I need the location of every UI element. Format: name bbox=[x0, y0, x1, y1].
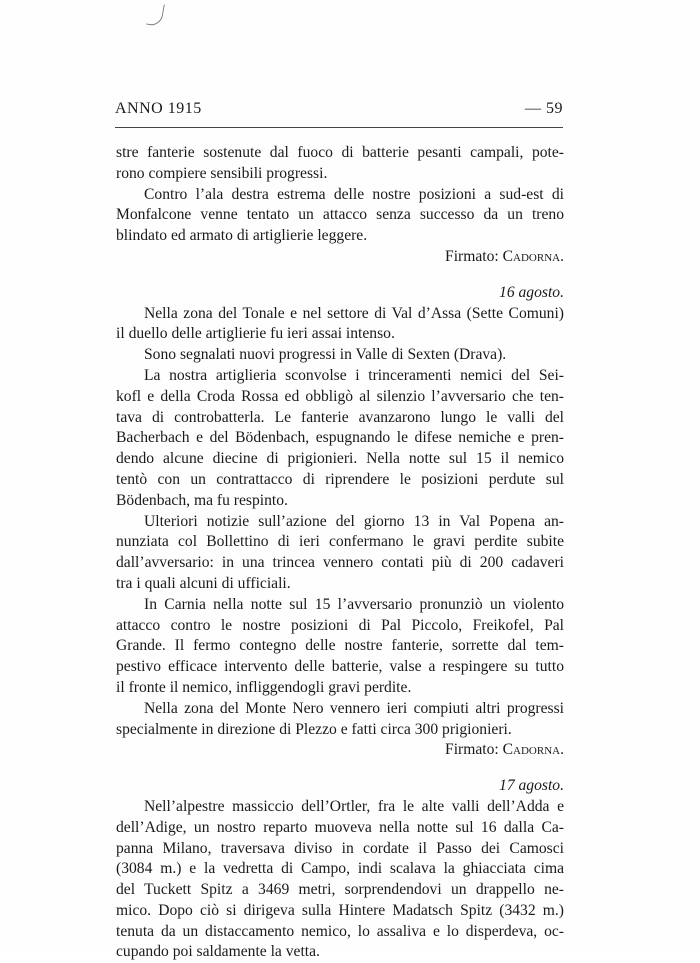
date-heading bbox=[116, 776, 564, 797]
text-line bbox=[116, 491, 564, 512]
text-line bbox=[116, 470, 564, 491]
line-text: La nostra artiglieria sconvolse i trinceramenti nemici del Sei- bbox=[144, 366, 564, 384]
signature-line bbox=[116, 740, 564, 761]
line-text: tentò con un contrattacco di riprendere le posizioni perdute sul bbox=[116, 470, 564, 488]
line-text: Ulteriori notizie sull’azione del giorno 13 in Val Popena an- bbox=[144, 512, 564, 530]
line-text: dell’Adige, un nostro reparto muoveva nella notte sul 16 dalla Ca- bbox=[116, 818, 564, 836]
line-text: panna Milano, traversava diviso in cordate il Passo dei Camosci bbox=[116, 839, 564, 857]
line-text: il fronte il nemico, infliggendogli gravi perdite. bbox=[116, 678, 412, 696]
text-line bbox=[116, 616, 564, 637]
line-text: il duello delle artiglierie fu ieri assai intenso. bbox=[116, 325, 395, 343]
line-text: 17 agosto. bbox=[499, 777, 564, 795]
text-line bbox=[116, 657, 564, 678]
text-line bbox=[116, 143, 564, 164]
text-line bbox=[116, 164, 564, 185]
signatory-name: Cadorna. bbox=[502, 741, 564, 759]
line-text: Contro l’ala destra estrema delle nostre posizioni a sud-est di bbox=[144, 185, 564, 203]
line-text: pestivo efficace intervento delle batterie, valse a respingere su tutto bbox=[116, 658, 564, 676]
text-line bbox=[116, 942, 564, 963]
line-text: stre fanterie sostenute dal fuoco di batterie pesanti campali, pote- bbox=[116, 144, 564, 161]
line-text: Nell’alpestre massiccio dell’Ortler, fra le alte valli dell’Adda e bbox=[144, 797, 564, 815]
line-text: tra i quali alcuni di ufficiali. bbox=[116, 574, 291, 592]
line-text: mico. Dopo ciò si dirigeva sulla Hintere Madatsch Spitz (3432 m.) bbox=[116, 901, 564, 919]
text-line bbox=[116, 226, 564, 247]
text-line bbox=[116, 818, 564, 839]
text-line bbox=[116, 387, 564, 408]
line-text: specialmente in direzione di Plezzo e fatti circa 300 prigionieri. bbox=[116, 720, 512, 738]
text-line bbox=[116, 720, 564, 741]
text-line bbox=[116, 699, 564, 720]
line-text: rono compiere sensibili progressi. bbox=[116, 164, 328, 182]
text-line bbox=[116, 595, 564, 616]
text-line bbox=[116, 324, 564, 345]
line-text: Firmato: bbox=[445, 247, 503, 265]
text-line bbox=[116, 304, 564, 325]
section-gap bbox=[116, 761, 564, 776]
line-text: Bacherbach e del Bödenbach, espugnando le difese nemiche e pren- bbox=[116, 429, 564, 447]
line-text: In Carnia nella notte sul 15 l’avversario pronunziò un violento bbox=[144, 595, 564, 613]
text-line bbox=[116, 366, 564, 387]
line-text: cupando poi saldamente la vetta. bbox=[116, 943, 320, 961]
text-line bbox=[116, 512, 564, 533]
line-text: Monfalcone venne tentato un attacco senza successo da un treno bbox=[116, 206, 564, 224]
signatory-name: Cadorna. bbox=[502, 247, 564, 265]
text-line bbox=[116, 797, 564, 818]
date-heading bbox=[116, 283, 564, 304]
line-text: 16 agosto. bbox=[499, 283, 564, 301]
text-line bbox=[116, 901, 564, 922]
text-line bbox=[116, 532, 564, 553]
text-line bbox=[116, 839, 564, 860]
line-text: tenuta da un distaccamento nemico, lo assaliva e lo disperdeva, oc- bbox=[116, 922, 564, 940]
line-text: (3084 m.) e la vedretta di Campo, indi scalava la ghiacciata cima bbox=[116, 860, 564, 878]
text-line bbox=[116, 449, 564, 470]
line-text: Nella zona del Monte Nero vennero ieri compiuti altri progressi bbox=[144, 699, 564, 717]
line-text: Firmato: bbox=[445, 741, 503, 759]
line-text: del Tuckett Spitz a 3469 metri, sorprendendovi un drappello ne- bbox=[116, 881, 564, 899]
text-line bbox=[116, 205, 564, 226]
running-header bbox=[115, 100, 563, 128]
text-line bbox=[116, 428, 564, 449]
text-line bbox=[116, 678, 564, 699]
text-line bbox=[116, 574, 564, 595]
line-text: Grande. Il fermo contegno delle nostre fanterie, sorrette dal tem- bbox=[116, 637, 564, 655]
page-body bbox=[116, 143, 564, 963]
text-line bbox=[116, 880, 564, 901]
line-text: tava di controbatterla. Le fanterie avanzarono lungo le valli del bbox=[116, 408, 564, 426]
line-text: dendo alcune diecine di prigionieri. Nella notte sul 15 il nemico bbox=[116, 450, 564, 468]
text-line bbox=[116, 345, 564, 366]
text-line bbox=[116, 922, 564, 943]
line-text: nunziata col Bollettino di ieri confermano le gravi perdite subite bbox=[116, 533, 564, 551]
line-text: Bödenbach, ma fu respinto. bbox=[116, 491, 288, 509]
line-text: blindato ed armato di artiglierie leggere. bbox=[116, 227, 368, 245]
page-number: — 59 bbox=[525, 100, 563, 117]
text-line bbox=[116, 859, 564, 880]
line-text: attacco contro le nostre posizioni di Pal Piccolo, Freikofel, Pal bbox=[116, 616, 564, 634]
signature-line bbox=[116, 247, 564, 268]
text-line bbox=[116, 408, 564, 429]
line-text: Sono segnalati nuovi progressi in Valle di Sexten (Drava). bbox=[144, 346, 507, 364]
line-text: dall’avversario: in una trincea vennero contati più di 200 cadaveri bbox=[116, 554, 564, 572]
text-line bbox=[116, 636, 564, 657]
pencil-mark bbox=[146, 2, 165, 27]
section-gap bbox=[116, 268, 564, 283]
line-text: kofl e della Croda Rossa ed obbligò al silenzio l’avversario che ten- bbox=[116, 387, 564, 405]
text-line bbox=[116, 185, 564, 206]
header-year: ANNO 1915 bbox=[115, 100, 202, 117]
text-line bbox=[116, 553, 564, 574]
line-text: Nella zona del Tonale e nel settore di Val d’Assa (Sette Comuni) bbox=[144, 304, 564, 322]
